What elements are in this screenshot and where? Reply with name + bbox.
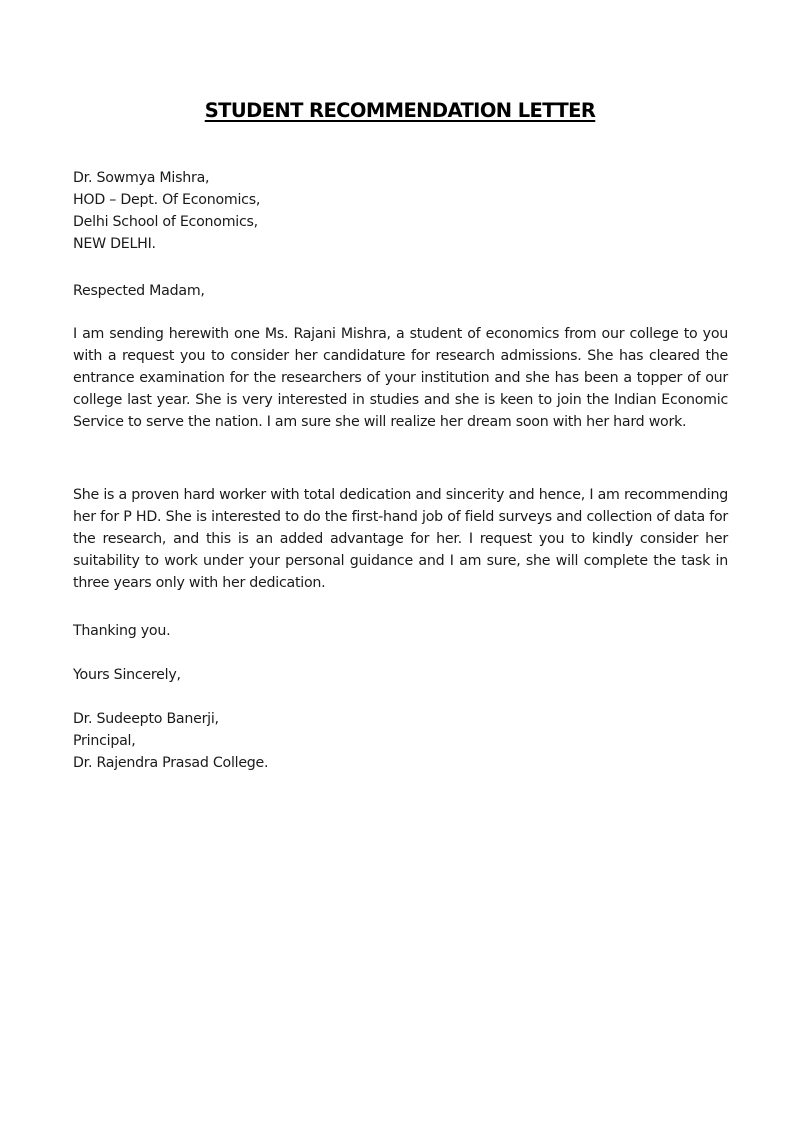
recipient-name: Dr. Sowmya Mishra,: [73, 170, 210, 186]
signature-block: [73, 708, 728, 774]
recipient-position: HOD – Dept. Of Economics,: [73, 192, 261, 208]
recipient-address: [73, 167, 728, 255]
recipient-city: NEW DELHI.: [73, 236, 156, 252]
salutation: Respected Madam,: [73, 283, 205, 299]
body-paragraph-2: She is a proven hard worker with total dedication and sincerity and hence, I am recommending her for P HD. She is interested to do the first-hand job of field surveys and collection of data for the research, and this is an added advantage for her. I request you to kindly consider her suitability to work under your personal guidance and I am sure, she will complete the task in three years only with her dedication.: [73, 487, 728, 591]
closing-line: Yours Sincerely,: [73, 667, 181, 683]
signatory-name: Dr. Sudeepto Banerji,: [73, 711, 219, 727]
letter-title: STUDENT RECOMMENDATION LETTER: [204, 99, 596, 122]
body-paragraph-1: I am sending herewith one Ms. Rajani Mishra, a student of economics from our college to you with a request you to consider her candidature for research admissions. She has cleared the entrance examination for the researchers of your institution and she has been a topper of our college last year. She is very interested in studies and she is keen to join the Indian Economic Service to serve the nation. I am sure she will realize her dream soon with her hard work.: [73, 326, 728, 430]
signatory-position: Principal,: [73, 733, 136, 749]
recipient-institution: Delhi School of Economics,: [73, 214, 258, 230]
signatory-institution: Dr. Rajendra Prasad College.: [73, 755, 269, 771]
thanks-line: Thanking you.: [73, 623, 171, 639]
